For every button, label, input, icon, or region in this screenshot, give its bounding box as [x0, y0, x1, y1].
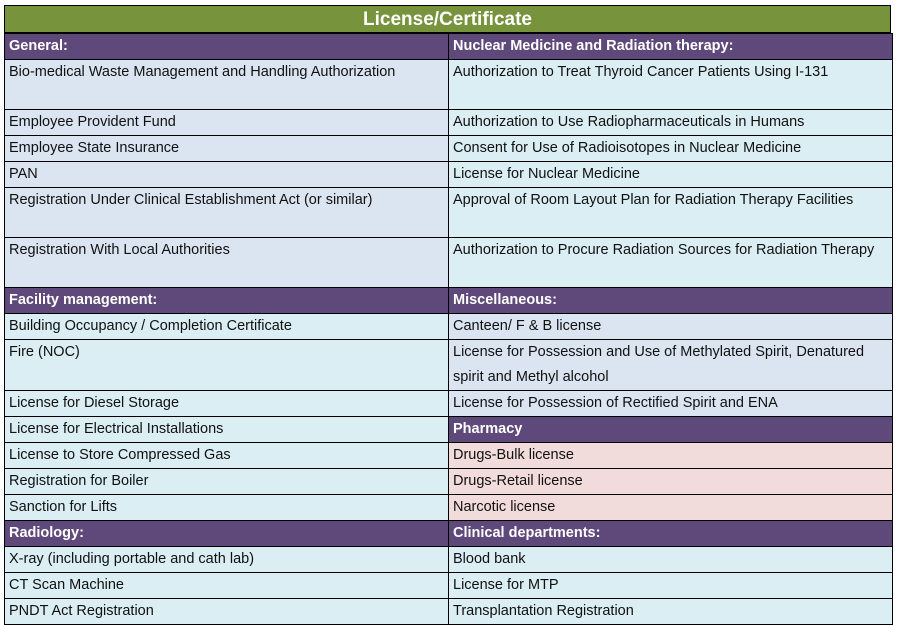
table-row — [5, 443, 893, 469]
table-row — [5, 288, 893, 314]
license-cell: License for MTP — [449, 573, 893, 599]
license-cell: Authorization to Use Radiopharmaceuticals in Humans — [449, 110, 893, 136]
license-cell: Consent for Use of Radioisotopes in Nuclear Medicine — [449, 136, 893, 162]
table-row — [5, 314, 893, 340]
license-cell: PAN — [5, 162, 449, 188]
license-cell: Authorization to Procure Radiation Sources for Radiation Therapy — [449, 238, 893, 288]
license-cell: Narcotic license — [449, 495, 893, 521]
license-certificate-sheet — [4, 5, 891, 625]
license-cell: Transplantation Registration — [449, 599, 893, 625]
table-row — [5, 417, 893, 443]
table-row — [5, 495, 893, 521]
license-table — [4, 33, 893, 625]
table-row — [5, 521, 893, 547]
license-cell: Bio-medical Waste Management and Handling Authorization — [5, 60, 449, 110]
section-header-cell: Miscellaneous: — [449, 288, 893, 314]
license-cell: Employee State Insurance — [5, 136, 449, 162]
license-cell: Employee Provident Fund — [5, 110, 449, 136]
table-row — [5, 238, 893, 288]
table-row — [5, 136, 893, 162]
section-header-cell: Clinical departments: — [449, 521, 893, 547]
table-row — [5, 110, 893, 136]
license-cell: CT Scan Machine — [5, 573, 449, 599]
license-cell: Registration With Local Authorities — [5, 238, 449, 288]
license-cell: Approval of Room Layout Plan for Radiation Therapy Facilities — [449, 188, 893, 238]
section-header-cell: Facility management: — [5, 288, 449, 314]
license-cell: PNDT Act Registration — [5, 599, 449, 625]
table-row — [5, 188, 893, 238]
table-row — [5, 162, 893, 188]
table-row — [5, 599, 893, 625]
table-row — [5, 391, 893, 417]
table-row — [5, 340, 893, 391]
section-header-cell: General: — [5, 34, 449, 60]
license-cell: Building Occupancy / Completion Certificate — [5, 314, 449, 340]
license-cell: Drugs-Retail license — [449, 469, 893, 495]
table-row — [5, 469, 893, 495]
license-cell: Sanction for Lifts — [5, 495, 449, 521]
license-cell: License for Possession of Rectified Spirit and ENA — [449, 391, 893, 417]
license-cell: Registration Under Clinical Establishment Act (or similar) — [5, 188, 449, 238]
license-table-body — [5, 34, 893, 625]
table-row — [5, 547, 893, 573]
table-row — [5, 34, 893, 60]
license-cell: X-ray (including portable and cath lab) — [5, 547, 449, 573]
sheet-title: License/Certificate — [4, 5, 891, 33]
license-cell: License for Diesel Storage — [5, 391, 449, 417]
license-cell: Canteen/ F & B license — [449, 314, 893, 340]
license-cell: Drugs-Bulk license — [449, 443, 893, 469]
section-header-cell: Pharmacy — [449, 417, 893, 443]
license-cell: License for Electrical Installations — [5, 417, 449, 443]
license-cell: Registration for Boiler — [5, 469, 449, 495]
license-cell: Authorization to Treat Thyroid Cancer Patients Using I-131 — [449, 60, 893, 110]
license-cell: License to Store Compressed Gas — [5, 443, 449, 469]
license-cell: License for Nuclear Medicine — [449, 162, 893, 188]
section-header-cell: Nuclear Medicine and Radiation therapy: — [449, 34, 893, 60]
license-cell: Fire (NOC) — [5, 340, 449, 391]
table-row — [5, 60, 893, 110]
license-cell: License for Possession and Use of Methylated Spirit, Denatured spirit and Methyl alcohol — [449, 340, 893, 391]
table-row — [5, 573, 893, 599]
section-header-cell: Radiology: — [5, 521, 449, 547]
license-cell: Blood bank — [449, 547, 893, 573]
